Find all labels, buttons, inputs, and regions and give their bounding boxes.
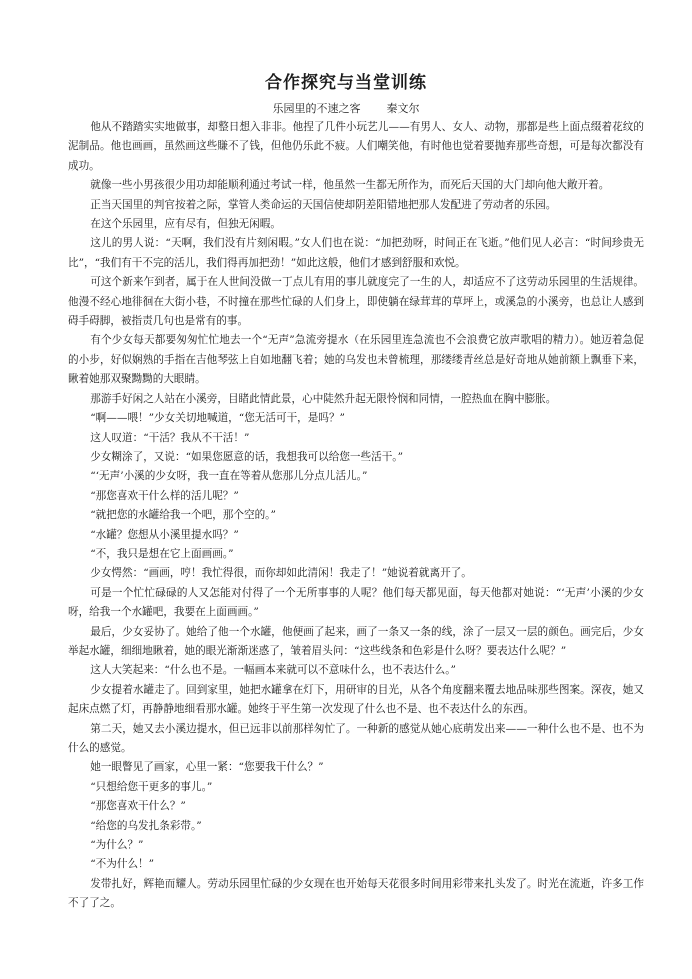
- paragraph: 在这个乐园里，应有尽有，但独无闲暇。: [90, 218, 281, 231]
- paragraph: 那游手好闲之人站在小溪旁，目睹此情此景，心中陡然升起无限怜悯和同情，一腔热血在胸中膨胀。: [90, 392, 557, 405]
- paragraph: “那您喜欢干什么？”: [90, 800, 186, 813]
- paragraph: 这人大笑起来：“什么也不是。一幅画本来就可以不意味什么，也不表达什么。”: [90, 664, 456, 677]
- page-title: 合作探究与当堂训练: [265, 73, 427, 93]
- paragraph: 第二天，她又去小溪边提水，但已远非以前那样匆忙了。一种新的感觉从她心底萌发出来——一种什么也不是、也不为什么的感觉。: [68, 722, 644, 754]
- paragraph: 可是一个忙忙碌碌的人又怎能对付得了一个无所事事的人呢？他们每天都见面，每天他都对她说：“‘无声’小溪的少女呀，给我一个水罐吧，我要在上面画画。”: [68, 586, 644, 619]
- paragraph: 这儿的男人说：“天啊，我们没有片刻闲暇。”女人们也在说：“加把劲呀，时间正在飞逝。”他们见人必言：“时间珍贵无比”，“我们有干不完的活儿，我们得再加把劲！”如此这般，他们才感到舒服和欢悦。: [68, 237, 644, 269]
- paragraph: 他从不踏踏实实地做事，却整日想入非非。他捏了几件小玩艺儿——有男人、女人、动物，那都是些上面点缀着花纹的泥制品。他也画画，虽然画这些賺不了钱，但他仍乐此不疲。人们嘲笑他，有时他也觉着要抛弃那些奇想，可是每次都没有成功。: [68, 121, 644, 172]
- paragraph: 这人叹道：“干活？我从不干活！”: [90, 431, 250, 444]
- paragraph: 发带扎好，辉艳而耀人。劳动乐园里忙碌的少女现在也开始每天花很多时间用彩带来扎头发了。时光在流逝，许多工作不了了之。: [68, 877, 644, 910]
- article-body: [68, 118, 644, 914]
- paragraph: 少女提着水罐走了。回到家里，她把水罐拿在灯下，用研审的目光，从各个角度翻来覆去地品味那些图案。深夜，她又起床点燃了灯，再静静地细看那水罐。她终于平生第一次发现了什么也不是、也不表达什么的东西。: [68, 683, 644, 716]
- paragraph: 她一眼瞥见了画家，心里一紧：“您要我干什么？”: [90, 761, 324, 774]
- paragraph: 有个少女每天都要匆匆忙忙地去一个“无声”急流旁提水（在乐园里连急流也不会浪费它放声歌唱的精力）。她迈着急促的小步，好似娴熟的手指在吉他琴弦上自如地翻飞着；她的乌发也未曾梳理，那缕缕青丝总是好奇地从她前额上飘垂下来，瞅着她那双聚黝黝的大眼睛。: [68, 334, 644, 386]
- paragraph: “给您的乌发扎条彩带。”: [90, 819, 202, 832]
- paragraph: 正当天国里的判官按着之际，掌管人类命运的天国信使却阴差阳错地把那人发配进了劳动者的乐园。: [90, 198, 557, 211]
- paragraph: “‘无声’小溪的少女呀，我一直在等着从您那儿分点儿活儿。”: [90, 470, 368, 483]
- paragraph: 少女糊涂了，又说：“如果您愿意的话，我想我可以给您一些活干。”: [90, 450, 403, 463]
- paragraph: 少女愕然：“画画，哼！我忙得很，而你却如此清闲！我走了！”她说着就离开了。: [90, 567, 472, 580]
- paragraph: “啊——喂！”少女关切地喊道，“您无活可干，是吗？”: [90, 412, 345, 425]
- paragraph: “那您喜欢干什么样的活儿呢？”: [90, 489, 239, 502]
- paragraph: 最后，少女妥协了。她给了他一个水罐，他便画了起来，画了一条又一条的线，涂了一层又一层的颜色。画完后，少女举起水罐，细细地瞅着，她的眼光渐渐迷惑了，皱着眉头问：“这些线条和色彩是什么呀？要表达什么呢？”: [68, 625, 644, 657]
- paragraph: “不，我只是想在它上面画画。”: [90, 547, 234, 560]
- paragraph: “为什么？”: [90, 839, 144, 852]
- article-title: 乐园里的不速之客: [272, 102, 361, 115]
- paragraph: “只想给您干更多的事儿。”: [90, 780, 213, 793]
- paragraph: 就像一些小男孩很少用功却能顺利通过考试一样，他虽然一生都无所作为，而死后天国的大门却向他大敞开着。: [90, 179, 610, 192]
- article-byline: [0, 100, 692, 116]
- article-author: 秦文尔: [386, 102, 420, 115]
- paragraph: “就把您的水罐给我一个吧，那个空的。”: [90, 509, 276, 522]
- paragraph: 可这个新来乍到者，属于在人世间没做一丁点儿有用的事儿就度完了一生的人，却适应不了这劳动乐园里的生活规律。他漫不经心地徘徊在大街小巷，不时撞在那些忙碌的人们身上，即使躺在绿茸茸的草坪上，或溪急的小溪旁，也总让人感到碍手碍脚，被指责几句也是常有的事。: [68, 276, 644, 328]
- paragraph: “不为什么！”: [90, 858, 155, 871]
- paragraph: “水罐？您想从小溪里提水吗？”: [90, 528, 239, 541]
